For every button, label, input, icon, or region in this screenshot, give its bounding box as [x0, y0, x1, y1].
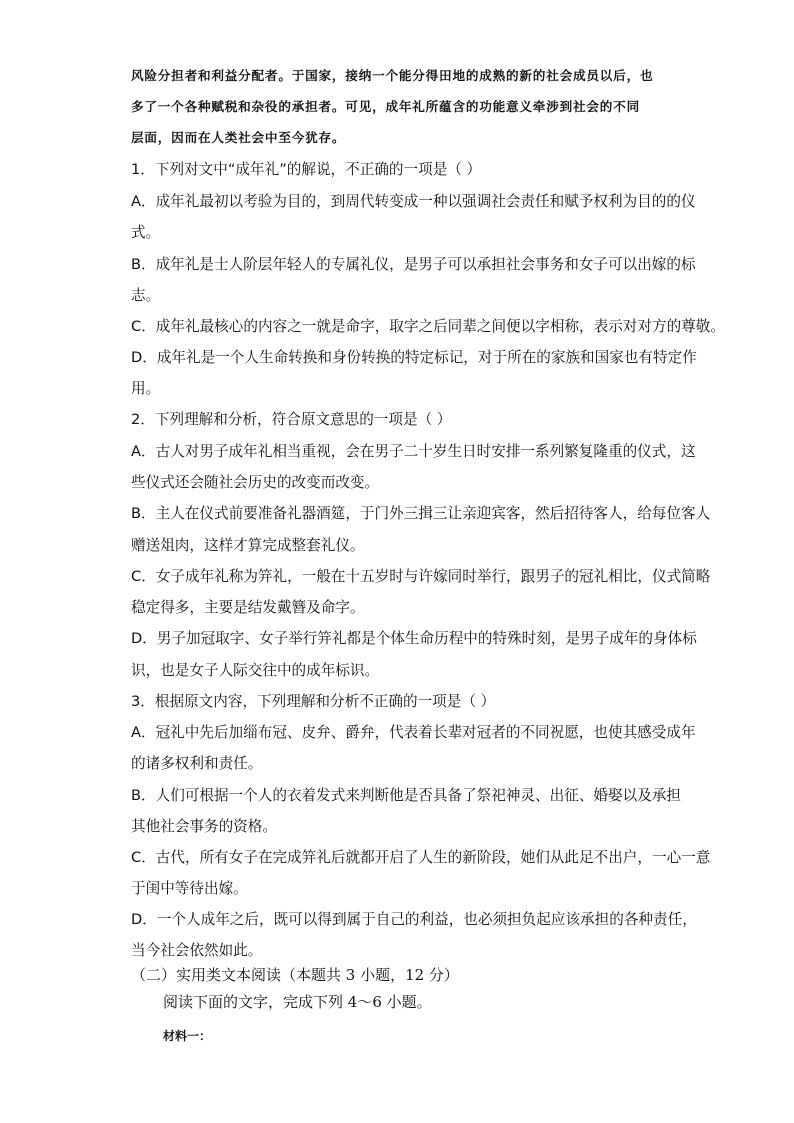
intro-line-2: 多了一个各种赋税和杂役的承担者。可见，成年礼所蕴含的功能意义牵涉到社会的不同	[131, 99, 640, 114]
question-2-option-c: C．女子成年礼称为笄礼，一般在十五岁时与许嫁同时举行，跟男子的冠礼相比，仪式简略	[131, 568, 711, 585]
question-1-option-d: D．成年礼是一个人生命转换和身份转换的特定标记，对于所在的家族和国家也有特定作	[131, 349, 697, 366]
section-instruction: 阅读下面的文字，完成下列 4～6 小题。	[163, 993, 432, 1011]
question-3-option-b-cont: 其他社会事务的资格。	[131, 818, 277, 835]
question-2-option-c-cont: 稳定得多，主要是结发戴簪及命字。	[131, 599, 365, 616]
question-3-option-c-cont: 于闺中等待出嫁。	[131, 880, 248, 897]
question-1-option-b: B．成年礼是士人阶层年轻人的专属礼仪，是男子可以承担社会事务和女子可以出嫁的标	[131, 256, 696, 273]
question-1-option-b-cont: 志。	[131, 287, 161, 304]
question-1-option-a: A．成年礼最初以考验为目的，到周代转变成一种以强调社会责任和赋予权利为目的的仪	[131, 193, 696, 210]
question-2-option-a-cont: 些仪式还会随社会历史的改变而改变。	[131, 474, 380, 491]
intro-line-3: 层面，因而在人类社会中至今犹存。	[131, 130, 346, 145]
question-2-option-a: A．古人对男子成年礼相当重视，会在男子二十岁生日时安排一系列繁复隆重的仪式，这	[131, 443, 696, 460]
intro-line-1: 风险分担者和利益分配者。于国家，接纳一个能分得田地的成熟的新的社会成员以后，也	[131, 68, 654, 83]
question-1-option-d-cont: 用。	[131, 380, 161, 397]
material-label: 材料一：	[163, 1029, 212, 1043]
question-2-stem: 2．下列理解和分析，符合原文意思的一项是（ ）	[131, 411, 452, 428]
question-3-stem: 3．根据原文内容，下列理解和分析不正确的一项是（ ）	[131, 693, 496, 710]
question-1-option-a-cont: 式。	[131, 224, 161, 241]
question-3-option-a-cont: 的诸多权利和责任。	[131, 755, 263, 772]
question-2-option-b: B．主人在仪式前要准备礼器酒筵，于门外三揖三让亲迎宾客，然后招待客人，给每位客人	[131, 505, 711, 522]
question-3-option-c: C．古代，所有女子在完成笄礼后就都开启了人生的新阶段，她们从此足不出户，一心一意	[131, 849, 711, 866]
question-3-option-d-cont: 当今社会依然如此。	[131, 942, 263, 959]
question-2-option-d-cont: 识，也是女子人际交往中的成年标识。	[131, 662, 380, 679]
question-2-option-b-cont: 赠送俎肉，这样才算完成整套礼仪。	[131, 537, 365, 554]
question-3-option-a: A．冠礼中先后加缁布冠、皮弁、爵弁，代表着长辈对冠者的不同祝愿，也使其感受成年	[131, 724, 696, 741]
question-1-option-c: C．成年礼最核心的内容之一就是命字，取字之后同辈之间便以字相称，表示对对方的尊敬。	[131, 318, 725, 335]
question-1-stem: 1．下列对文中“成年礼”的解说，不正确的一项是（ ）	[131, 161, 482, 178]
section-heading: （二）实用类文本阅读（本题共 3 小题，12 分）	[131, 966, 459, 984]
question-2-option-d: D．男子加冠取字、女子举行笄礼都是个体生命历程中的特殊时刻，是男子成年的身体标	[131, 630, 697, 647]
question-3-option-d: D．一个人成年之后，既可以得到属于自己的利益，也必须担负起应该承担的各种责任，	[131, 911, 697, 928]
question-3-option-b: B．人们可根据一个人的衣着发式来判断他是否具备了祭祀神灵、出征、婚娶以及承担	[131, 787, 681, 804]
